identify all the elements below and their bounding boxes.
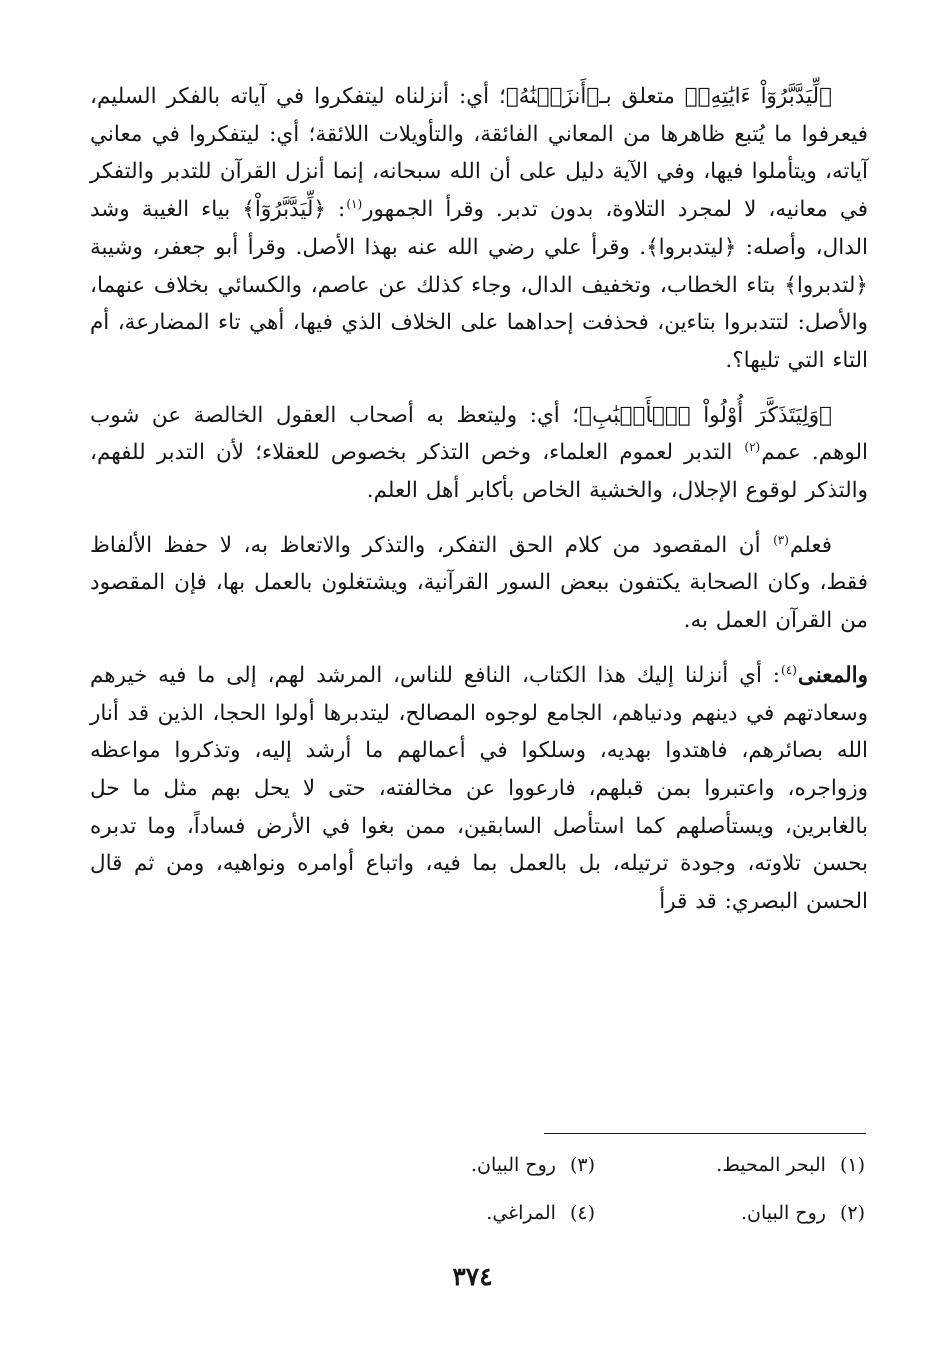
footnote-item xyxy=(595,1196,865,1230)
footnote-marker[interactable]: (٤) xyxy=(781,662,797,677)
quran-quote: ﴿لِّيَدَّبَّرُوٓاْ﴾ xyxy=(242,197,327,223)
footnote-text: روح البيان. xyxy=(470,1154,556,1176)
text-run: بياء الغيبة وشد الدال، وأصله: xyxy=(90,197,869,260)
text-run: : xyxy=(326,197,346,223)
text-run: ؛ أي: وليتعظ به أصحاب العقول الخالصة عن شوب الوهم. عمم xyxy=(90,402,868,466)
footnote-text: البحر المحيط. xyxy=(716,1154,826,1176)
footnote-item xyxy=(595,1148,865,1182)
footnote-marker[interactable]: (١) xyxy=(346,196,363,211)
paragraph-2 xyxy=(90,397,868,510)
footnote-marker[interactable]: (٣) xyxy=(773,532,789,547)
footnote-text: روح البيان. xyxy=(740,1202,826,1224)
footnote-text: المراغي. xyxy=(486,1202,556,1224)
quran-quote: ﴿أَنزَلۡنَٰهُ﴾ xyxy=(505,84,600,109)
footnote-item xyxy=(325,1196,595,1230)
text-run: : أي أنزلنا إليك هذا الكتاب، النافع للناس، المرشد لهم، إلى ما فيه خيرهم وسعادتهم في دينهم ودنياهم، الجامع لوجوه المصالح، ليتدبرها أولوا الحجا، الذين قد أنار الله بصائرهم، فاهتدوا بهديه، وسلكوا في أعمالهم ما أرشد إليه، وتذكروا مواعظه وزواجره، واعتبروا بمن قبلهم، فارعووا عن مخالفته، حتى لا يحل بهم مثل ما حل بالغابرين، ويستأصلهم كما استأصل السابقين، ممن بغوا في الأرض فساداً، وما تدبره بحسن تلاوته، وجودة ترتيله، بل بالعمل بما فيه، واتباع أوامره ونواهيه، ومن ثم قال الحسن البصري: قد قرأ xyxy=(90,662,868,915)
paragraph-gap xyxy=(90,510,868,527)
text-run: بتاء الخطاب، وتخفيف الدال، وجاء كذلك عن عاصم، والكسائي بخلاف عنهما، والأصل: لتتدبروا بتاءين، فحذفت إحداهما على الخلاف الذي فيها، أهي تاء المضارعة، أم التاء التي تليها؟. xyxy=(90,272,868,373)
quran-quote: ﴿وَلِيَتَذَكَّرَ أُوْلُواْ ٱلۡأَلۡبَٰبِ﴾ xyxy=(579,402,832,428)
text-run: . وقرأ علي رضي الله عنه بهذا الأصل. وقرأ أبو جعفر، وشيبة xyxy=(90,234,647,260)
paragraph-gap xyxy=(90,380,868,397)
quran-quote: ﴿لتدبروا﴾ xyxy=(784,272,868,298)
footnote-item xyxy=(325,1148,595,1182)
paragraph-gap xyxy=(90,640,868,657)
text-run: التدبر لعموم العلماء، وخص التذكر بخصوص للعقلاء؛ لأن التدبر للفهم، والتذكر لوقوع الإجلال، والخشية الخاص بأكابر أهل العلم. xyxy=(90,440,868,504)
paragraph-4 xyxy=(90,657,868,921)
text-run: فعلم xyxy=(789,532,832,558)
lead-word: والمعنى xyxy=(797,662,868,688)
quran-quote: ﴿ليتدبروا﴾ xyxy=(646,234,737,260)
footnote-marker[interactable]: (٢) xyxy=(744,440,761,455)
text-run: متعلق بـ xyxy=(599,84,675,109)
page-number: ٣٧٤ xyxy=(452,1262,493,1291)
footnotes xyxy=(325,1148,865,1230)
paragraph-1 xyxy=(90,78,868,380)
footnote-number: (٤) xyxy=(569,1202,595,1224)
paragraph-3 xyxy=(90,527,868,640)
footnote-number: (١) xyxy=(839,1154,865,1176)
text-run: ؛ أي: أنزلناه ليتفكروا في آياته بالفكر السليم، فيعرفوا ما يُتبع ظاهرها من المعاني الفائقة، والتأويلات اللائقة؛ أي: ليتفكروا في معاني آياته، ويتأملوا فيها، وفي الآية دليل على أن الله سبحانه، إنما أنزل القرآن للتدبر والتفكر في معانيه، لا لمجرد التلاوة، بدون تدبر. وقرأ الجمهور xyxy=(90,84,869,223)
text-run: أن المقصود من كلام الحق التفكر، والتذكر والاتعاظ به، لا حفظ الألفاظ فقط، وكان الصحابة يكتفون ببعض السور القرآنية، ويشتغلون بالعمل بها، فإن المقصود من القرآن العمل به. xyxy=(90,532,868,634)
footnote-divider xyxy=(544,1133,866,1134)
footnote-number: (٣) xyxy=(569,1154,595,1176)
footnote-number: (٢) xyxy=(839,1202,865,1224)
quran-quote: ﴿لِّيَدَّبَّرُوٓاْ ءَايَٰتِهِۦ﴾ xyxy=(684,84,832,109)
page-body xyxy=(90,78,868,921)
